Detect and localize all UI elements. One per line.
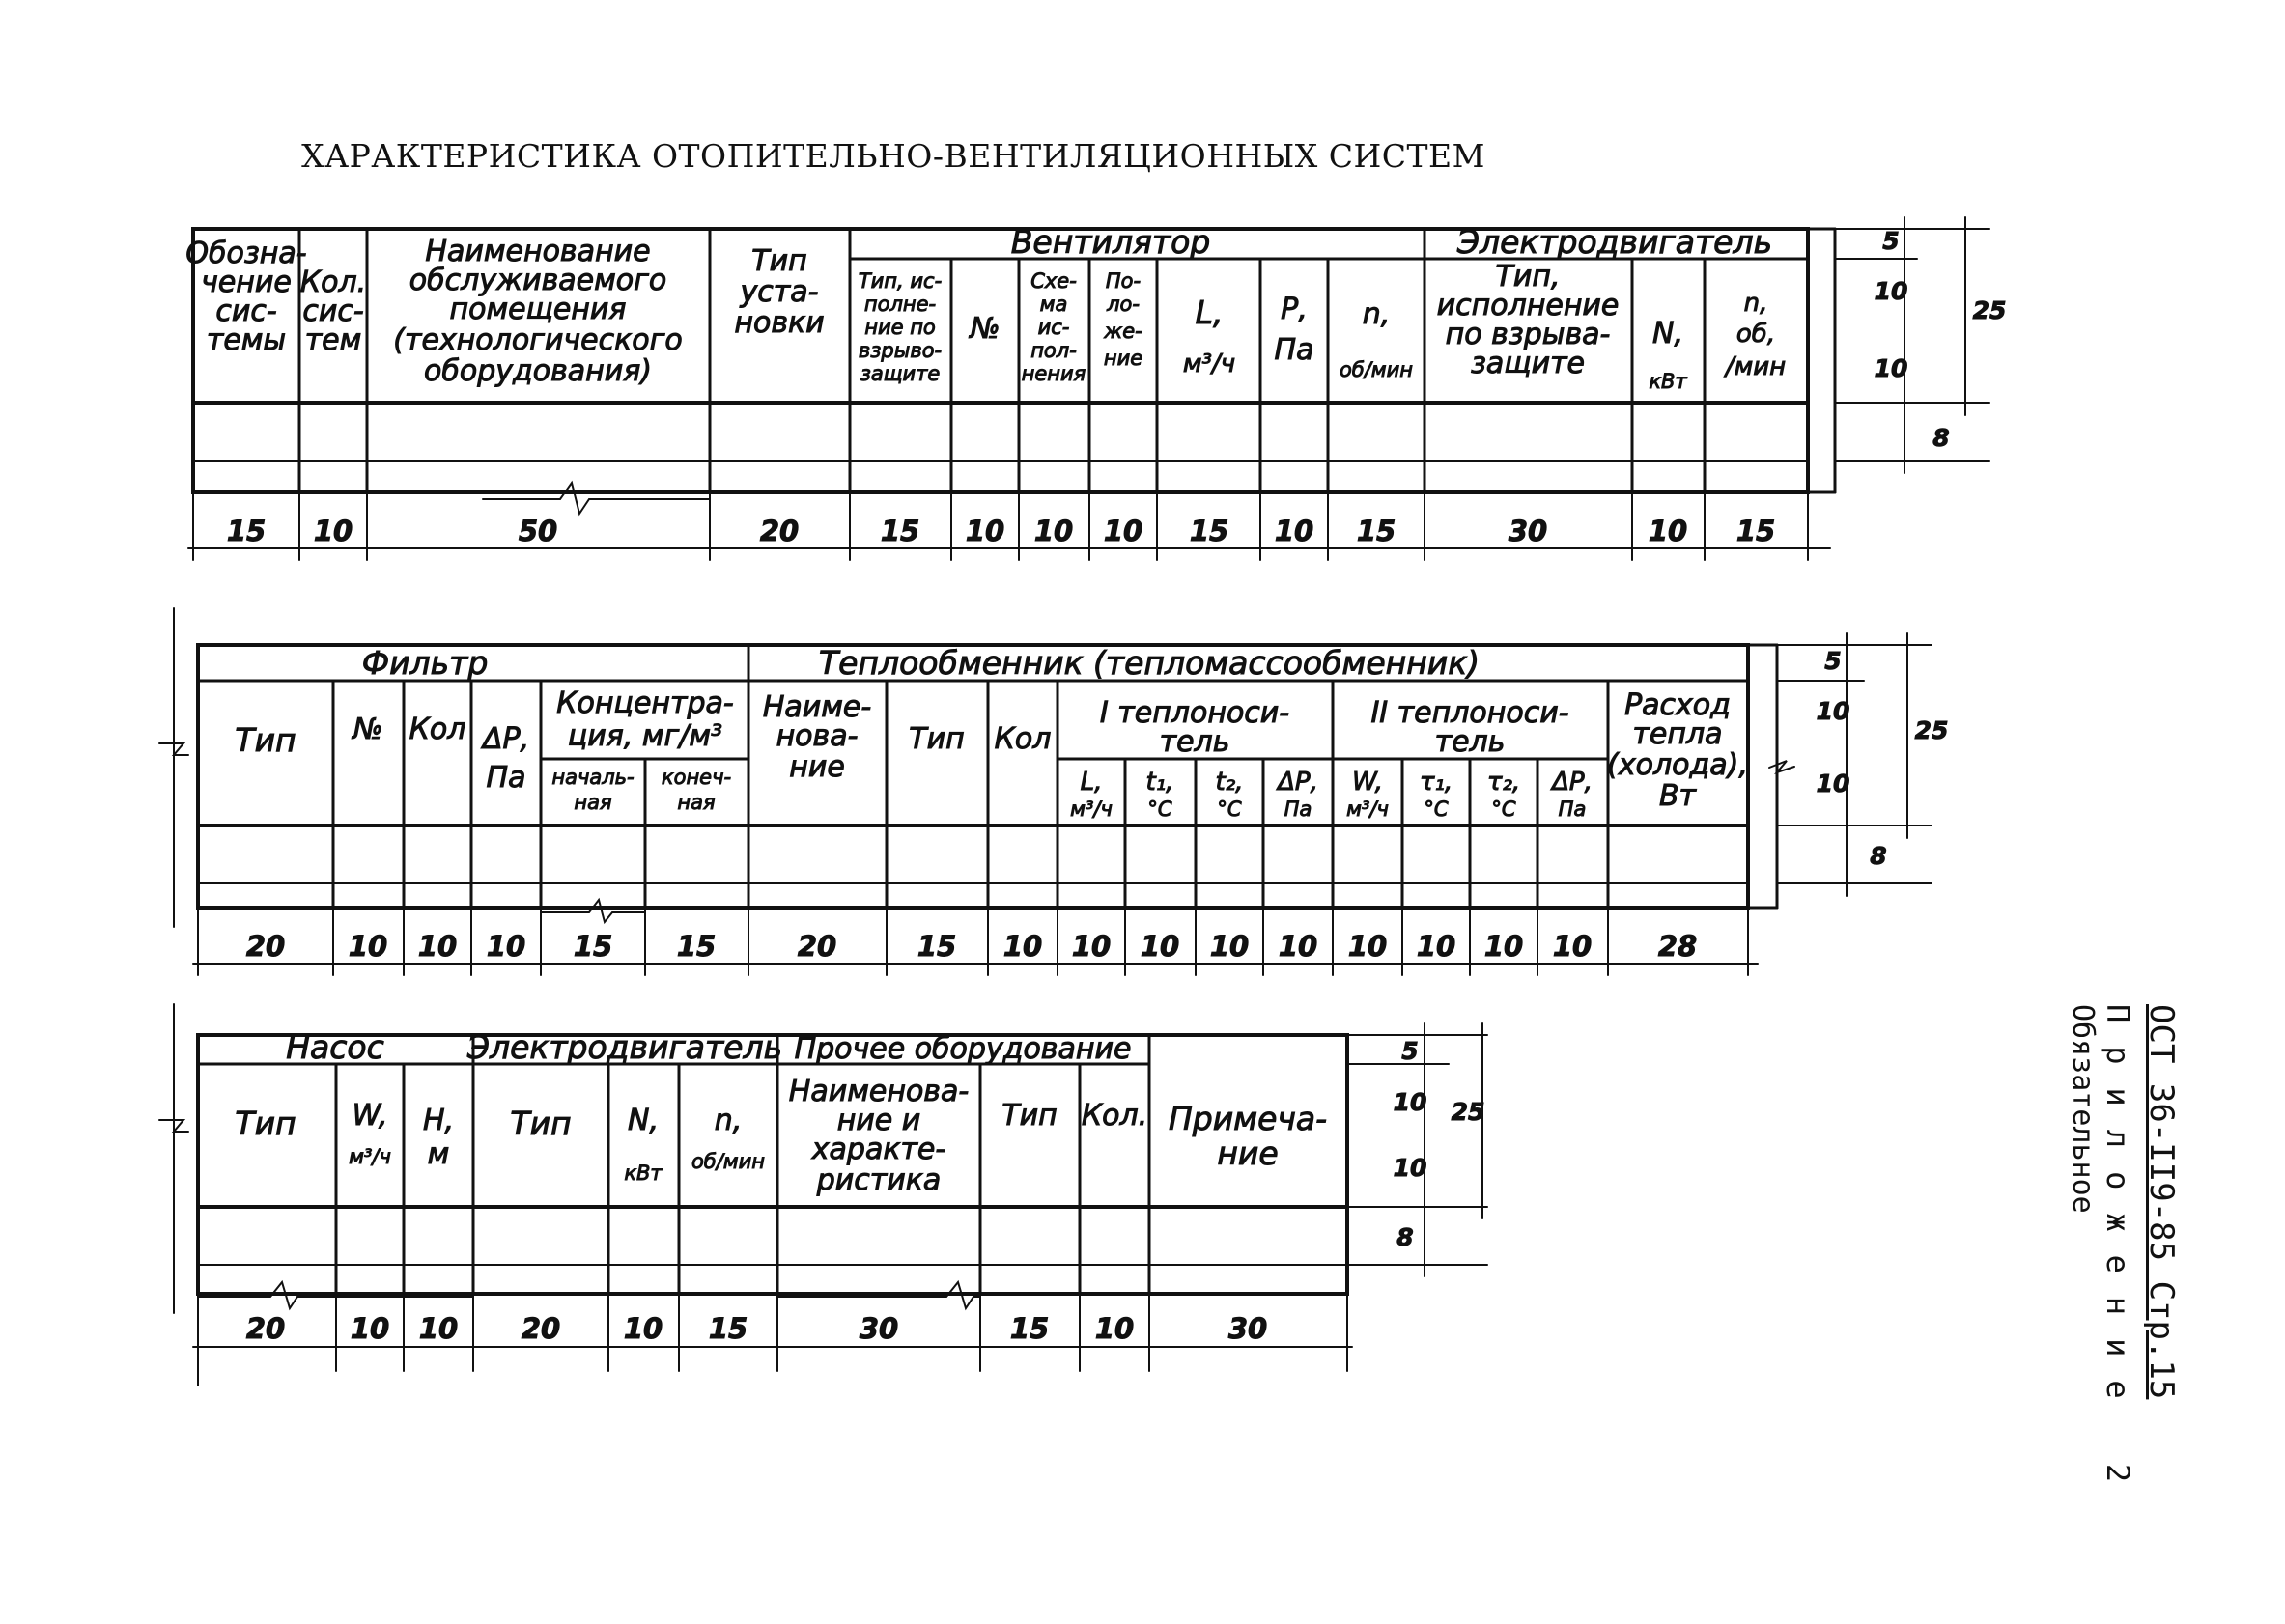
svg-text:15: 15 bbox=[1356, 515, 1396, 547]
svg-text:n,: n, bbox=[714, 1104, 743, 1137]
svg-text:°C: °C bbox=[1147, 798, 1172, 821]
page-title: ХАРАКТЕРИСТИКА ОТОПИТЕЛЬНО-ВЕНТИЛЯЦИОННЫХ СИСТЕМ bbox=[301, 137, 1485, 175]
t1-vdim-values bbox=[1875, 227, 2007, 452]
svg-text:Вт: Вт bbox=[1658, 779, 1697, 813]
t2-head-dp2 bbox=[1550, 768, 1593, 821]
svg-text:Наиме-: Наиме- bbox=[762, 690, 872, 724]
svg-text:сис-: сис- bbox=[302, 294, 364, 328]
svg-text:кВт: кВт bbox=[624, 1162, 663, 1185]
t2-head-dp1 bbox=[1276, 768, 1318, 821]
svg-text:15: 15 bbox=[880, 515, 920, 547]
svg-text:ние по: ние по bbox=[864, 316, 936, 339]
svg-text:ΔР,: ΔР, bbox=[1278, 768, 1318, 797]
svg-text:характе-: характе- bbox=[811, 1133, 946, 1166]
svg-text:темы: темы bbox=[206, 323, 287, 357]
svg-text:тепла: тепла bbox=[1632, 717, 1723, 751]
t1-head-install-type bbox=[734, 244, 824, 340]
svg-text:25: 25 bbox=[1972, 296, 2007, 324]
svg-text:15: 15 bbox=[226, 515, 267, 547]
svg-text:об/мин: об/мин bbox=[691, 1150, 766, 1173]
svg-text:10: 10 bbox=[1347, 930, 1388, 963]
svg-text:10: 10 bbox=[348, 930, 388, 963]
svg-text:10: 10 bbox=[1278, 930, 1318, 963]
svg-text:Схе-: Схе- bbox=[1030, 269, 1077, 293]
svg-text:началь-: началь- bbox=[551, 766, 635, 789]
svg-text:τ₂,: τ₂, bbox=[1486, 768, 1521, 797]
t2-head-heat bbox=[1607, 688, 1748, 813]
svg-text:обслуживаемого: обслуживаемого bbox=[409, 264, 667, 297]
t1-head-pressure bbox=[1275, 293, 1314, 367]
svg-text:конеч-: конеч- bbox=[661, 766, 732, 789]
svg-text:10: 10 bbox=[313, 515, 353, 547]
t2-head-tau1 bbox=[1420, 768, 1453, 821]
svg-text:n,: n, bbox=[1362, 297, 1391, 331]
table-pump-other bbox=[159, 1004, 1487, 1386]
svg-text:ция, мг/м³: ция, мг/м³ bbox=[567, 719, 723, 753]
t2-head-t2 bbox=[1216, 768, 1244, 821]
t3-vdim-values bbox=[1394, 1037, 1485, 1251]
t3-head-name bbox=[789, 1075, 969, 1197]
svg-text:10: 10 bbox=[623, 1312, 663, 1345]
svg-text:Па: Па bbox=[1274, 333, 1314, 367]
appendix-label: Приложение 2 bbox=[2100, 1004, 2136, 1506]
svg-text:по взрыва-: по взрыва- bbox=[1445, 318, 1611, 351]
svg-text:тем: тем bbox=[304, 323, 362, 357]
t2-head-l bbox=[1070, 768, 1113, 821]
t3-head-motor-type: Тип bbox=[510, 1105, 572, 1142]
svg-text:оборудования): оборудования) bbox=[423, 354, 653, 388]
svg-text:°C: °C bbox=[1424, 798, 1449, 821]
svg-text:м³/ч: м³/ч bbox=[1346, 798, 1389, 821]
svg-text:Па: Па bbox=[486, 761, 526, 795]
svg-text:Наименова-: Наименова- bbox=[788, 1075, 970, 1108]
svg-text:30: 30 bbox=[1508, 515, 1548, 547]
svg-text:Концентра-: Концентра- bbox=[556, 686, 734, 720]
svg-text:15: 15 bbox=[573, 930, 613, 963]
svg-text:ІІ теплоноси-: ІІ теплоноси- bbox=[1370, 696, 1569, 730]
svg-text:помещения: помещения bbox=[449, 293, 627, 326]
svg-text:10: 10 bbox=[486, 930, 526, 963]
t1-head-count bbox=[300, 266, 366, 357]
svg-text:ние: ние bbox=[1103, 347, 1143, 370]
svg-text:Кол.: Кол. bbox=[299, 266, 367, 299]
svg-text:(технологического: (технологического bbox=[393, 323, 683, 357]
svg-text:t₁,: t₁, bbox=[1145, 768, 1174, 797]
svg-text:м: м bbox=[427, 1137, 450, 1171]
t2-head-number: № bbox=[353, 713, 383, 746]
t2-vdim-line bbox=[1777, 633, 1932, 896]
svg-text:ΔР,: ΔР, bbox=[1552, 768, 1593, 797]
svg-text:новки: новки bbox=[734, 306, 825, 340]
t1-head-system bbox=[185, 237, 306, 357]
svg-text:ная: ная bbox=[574, 791, 612, 814]
svg-text:ние и: ние и bbox=[836, 1104, 921, 1137]
svg-text:28: 28 bbox=[1657, 930, 1698, 963]
svg-text:15: 15 bbox=[1735, 515, 1776, 547]
svg-text:10: 10 bbox=[1140, 930, 1180, 963]
t2-head-initial bbox=[551, 766, 634, 814]
svg-text:20: 20 bbox=[759, 515, 800, 547]
svg-text:8: 8 bbox=[1396, 1223, 1414, 1251]
svg-text:Обозна-: Обозна- bbox=[185, 237, 307, 270]
svg-text:ние: ние bbox=[1217, 1134, 1279, 1172]
svg-text:15: 15 bbox=[708, 1312, 748, 1345]
svg-text:10: 10 bbox=[1393, 1154, 1427, 1182]
svg-text:м³/ч: м³/ч bbox=[1182, 350, 1236, 378]
svg-text:тель: тель bbox=[1434, 725, 1506, 759]
svg-text:Н,: Н, bbox=[422, 1104, 455, 1137]
svg-text:/мин: /мин bbox=[1725, 352, 1787, 381]
t2-head-name bbox=[763, 690, 871, 784]
t3-head-n bbox=[624, 1104, 663, 1185]
t1-head-room bbox=[393, 235, 682, 388]
svg-text:N,: N, bbox=[628, 1104, 659, 1137]
t1-group-motor: Электродвигатель bbox=[1456, 223, 1773, 261]
side-caption bbox=[1997, 1004, 2181, 1506]
svg-text:10: 10 bbox=[1393, 1088, 1427, 1116]
svg-text:L,: L, bbox=[1195, 294, 1224, 331]
svg-text:10: 10 bbox=[1552, 930, 1593, 963]
t1-dim-line bbox=[188, 492, 1830, 560]
svg-text:10: 10 bbox=[965, 515, 1005, 547]
svg-text:10: 10 bbox=[1094, 1312, 1135, 1345]
svg-text:полне-: полне- bbox=[863, 293, 937, 316]
svg-text:25: 25 bbox=[1451, 1098, 1485, 1126]
svg-text:10: 10 bbox=[1033, 515, 1074, 547]
svg-text:5: 5 bbox=[1824, 647, 1842, 675]
svg-text:ΔР,: ΔР, bbox=[482, 722, 530, 756]
svg-text:пол-: пол- bbox=[1030, 339, 1077, 362]
svg-text:Тип, ис-: Тип, ис- bbox=[858, 269, 943, 293]
svg-text:ная: ная bbox=[677, 791, 716, 814]
svg-text:10: 10 bbox=[1483, 930, 1524, 963]
t3-head-h bbox=[423, 1104, 454, 1171]
t2-group-filter: Фильтр bbox=[361, 644, 489, 682]
svg-text:N,: N, bbox=[1652, 317, 1683, 350]
t2-head-t1 bbox=[1146, 768, 1174, 821]
svg-text:ис-: ис- bbox=[1037, 316, 1070, 339]
table-filter-heat-exchanger bbox=[159, 608, 1948, 975]
t2-head-type: Тип bbox=[235, 721, 296, 759]
svg-text:20: 20 bbox=[521, 1312, 561, 1345]
svg-text:30: 30 bbox=[859, 1312, 899, 1345]
svg-text:10: 10 bbox=[1648, 515, 1688, 547]
document-code: ОСТ 36-ІІ9-85 Стр.15 bbox=[2142, 1004, 2181, 1400]
t2-head-exch-count: Кол bbox=[994, 722, 1052, 756]
svg-text:10: 10 bbox=[1416, 930, 1456, 963]
t2-group-carrier-2 bbox=[1370, 696, 1568, 759]
svg-text:20: 20 bbox=[245, 930, 286, 963]
t2-head-w bbox=[1346, 768, 1389, 821]
svg-text:взрыво-: взрыво- bbox=[858, 339, 943, 362]
svg-text:тель: тель bbox=[1159, 725, 1230, 759]
svg-text:W,: W, bbox=[352, 1099, 388, 1133]
svg-text:5: 5 bbox=[1401, 1037, 1419, 1065]
t2-head-dp bbox=[481, 722, 529, 795]
t3-group-pump: Насос bbox=[286, 1028, 384, 1066]
svg-text:15: 15 bbox=[1189, 515, 1229, 547]
svg-text:10: 10 bbox=[417, 930, 458, 963]
svg-text:ние: ние bbox=[789, 750, 845, 784]
svg-text:15: 15 bbox=[676, 930, 717, 963]
svg-text:защите: защите bbox=[860, 362, 941, 385]
svg-text:50: 50 bbox=[518, 515, 558, 547]
svg-text:10: 10 bbox=[1874, 277, 1908, 305]
svg-text:20: 20 bbox=[245, 1312, 286, 1345]
svg-text:°C: °C bbox=[1217, 798, 1242, 821]
svg-text:м³/ч: м³/ч bbox=[349, 1145, 391, 1168]
svg-text:10: 10 bbox=[1816, 770, 1850, 798]
table-ventilation-fan bbox=[185, 217, 2006, 560]
svg-text:Наименование: Наименование bbox=[425, 235, 651, 268]
svg-text:І теплоноси-: І теплоноси- bbox=[1099, 696, 1290, 730]
svg-text:Тип,: Тип, bbox=[1495, 260, 1561, 294]
t3-head-rpm bbox=[691, 1104, 765, 1173]
t2-group-carrier-1 bbox=[1100, 696, 1289, 759]
svg-text:°C: °C bbox=[1491, 798, 1516, 821]
svg-text:n,: n, bbox=[1743, 289, 1768, 318]
svg-text:нения: нения bbox=[1021, 362, 1086, 385]
svg-text:10: 10 bbox=[418, 1312, 459, 1345]
t1-head-number: № bbox=[970, 312, 1001, 346]
svg-text:нова-: нова- bbox=[776, 719, 859, 753]
svg-text:10: 10 bbox=[1002, 930, 1043, 963]
svg-text:чение: чение bbox=[201, 266, 292, 299]
t1-head-motor-rpm bbox=[1724, 289, 1786, 381]
t3-head-note bbox=[1169, 1100, 1327, 1172]
t3-head-type: Тип bbox=[1001, 1099, 1058, 1133]
t1-head-position bbox=[1103, 269, 1142, 370]
svg-text:Р,: Р, bbox=[1281, 293, 1308, 326]
svg-text:об,: об, bbox=[1735, 320, 1776, 349]
svg-text:Примеча-: Примеча- bbox=[1168, 1100, 1328, 1137]
svg-text:W,: W, bbox=[1352, 768, 1383, 797]
t2-dim-values bbox=[246, 930, 1697, 963]
svg-text:10: 10 bbox=[350, 1312, 390, 1345]
svg-text:Па: Па bbox=[1558, 798, 1587, 821]
svg-text:ма: ма bbox=[1039, 293, 1068, 316]
svg-text:Расход: Расход bbox=[1624, 688, 1731, 722]
t1-head-scheme bbox=[1022, 269, 1086, 385]
t3-head-w bbox=[349, 1099, 391, 1168]
t1-vdim-line bbox=[1835, 217, 1989, 473]
t1-group-fan: Вентилятор bbox=[1010, 223, 1211, 261]
svg-text:25: 25 bbox=[1914, 716, 1949, 744]
svg-text:8: 8 bbox=[1932, 424, 1950, 452]
svg-text:Тип: Тип bbox=[751, 244, 807, 278]
svg-text:Па: Па bbox=[1284, 798, 1312, 821]
t2-head-count: Кол bbox=[409, 713, 466, 746]
t2-head-tau2 bbox=[1487, 768, 1520, 821]
svg-text:5: 5 bbox=[1882, 227, 1900, 255]
svg-text:кВт: кВт bbox=[1649, 370, 1687, 393]
svg-text:10: 10 bbox=[1874, 354, 1908, 382]
t1-head-airflow bbox=[1183, 294, 1235, 378]
svg-text:же-: же- bbox=[1104, 320, 1142, 343]
svg-text:30: 30 bbox=[1227, 1312, 1268, 1345]
svg-text:15: 15 bbox=[1009, 1312, 1050, 1345]
svg-text:защите: защите bbox=[1470, 347, 1586, 380]
svg-text:сис-: сис- bbox=[215, 294, 277, 328]
svg-text:20: 20 bbox=[797, 930, 837, 963]
t3-head-pump-type: Тип bbox=[235, 1105, 296, 1142]
svg-text:8: 8 bbox=[1870, 842, 1887, 870]
svg-text:15: 15 bbox=[917, 930, 957, 963]
svg-text:L,: L, bbox=[1080, 768, 1103, 797]
t1-head-power bbox=[1649, 317, 1687, 393]
svg-text:t₂,: t₂, bbox=[1215, 768, 1244, 797]
t3-group-motor: Электродвигатель bbox=[466, 1028, 783, 1066]
svg-text:(холода),: (холода), bbox=[1607, 748, 1748, 782]
svg-text:10: 10 bbox=[1209, 930, 1250, 963]
svg-text:ло-: ло- bbox=[1107, 293, 1140, 316]
svg-text:об/мин: об/мин bbox=[1339, 358, 1414, 381]
svg-text:10: 10 bbox=[1816, 697, 1850, 725]
t3-head-count: Кол. bbox=[1081, 1099, 1148, 1133]
t2-group-exchanger: Теплообменник (тепломассообменник) bbox=[818, 644, 1481, 682]
t1-head-fan-type bbox=[859, 269, 942, 385]
t1-dim-values bbox=[227, 515, 1775, 547]
svg-text:исполнение: исполнение bbox=[1436, 289, 1620, 322]
t2-head-final bbox=[662, 766, 731, 814]
svg-text:м³/ч: м³/ч bbox=[1070, 798, 1113, 821]
svg-text:10: 10 bbox=[1103, 515, 1143, 547]
svg-text:10: 10 bbox=[1071, 930, 1112, 963]
mandatory-label: Обязательное bbox=[2066, 1004, 2100, 1214]
svg-text:ристика: ристика bbox=[816, 1163, 942, 1197]
t3-dim-values bbox=[246, 1312, 1267, 1345]
t2-group-concentration bbox=[556, 686, 734, 753]
t3-group-other: Прочее оборудование bbox=[794, 1032, 1132, 1066]
t1-head-rpm bbox=[1340, 297, 1413, 381]
t2-head-exch-type: Тип bbox=[909, 722, 965, 756]
t1-head-motor-type bbox=[1437, 260, 1620, 380]
svg-text:10: 10 bbox=[1274, 515, 1314, 547]
svg-text:По-: По- bbox=[1105, 269, 1142, 293]
svg-text:уста-: уста- bbox=[740, 275, 819, 309]
svg-text:τ₁,: τ₁, bbox=[1419, 768, 1453, 797]
